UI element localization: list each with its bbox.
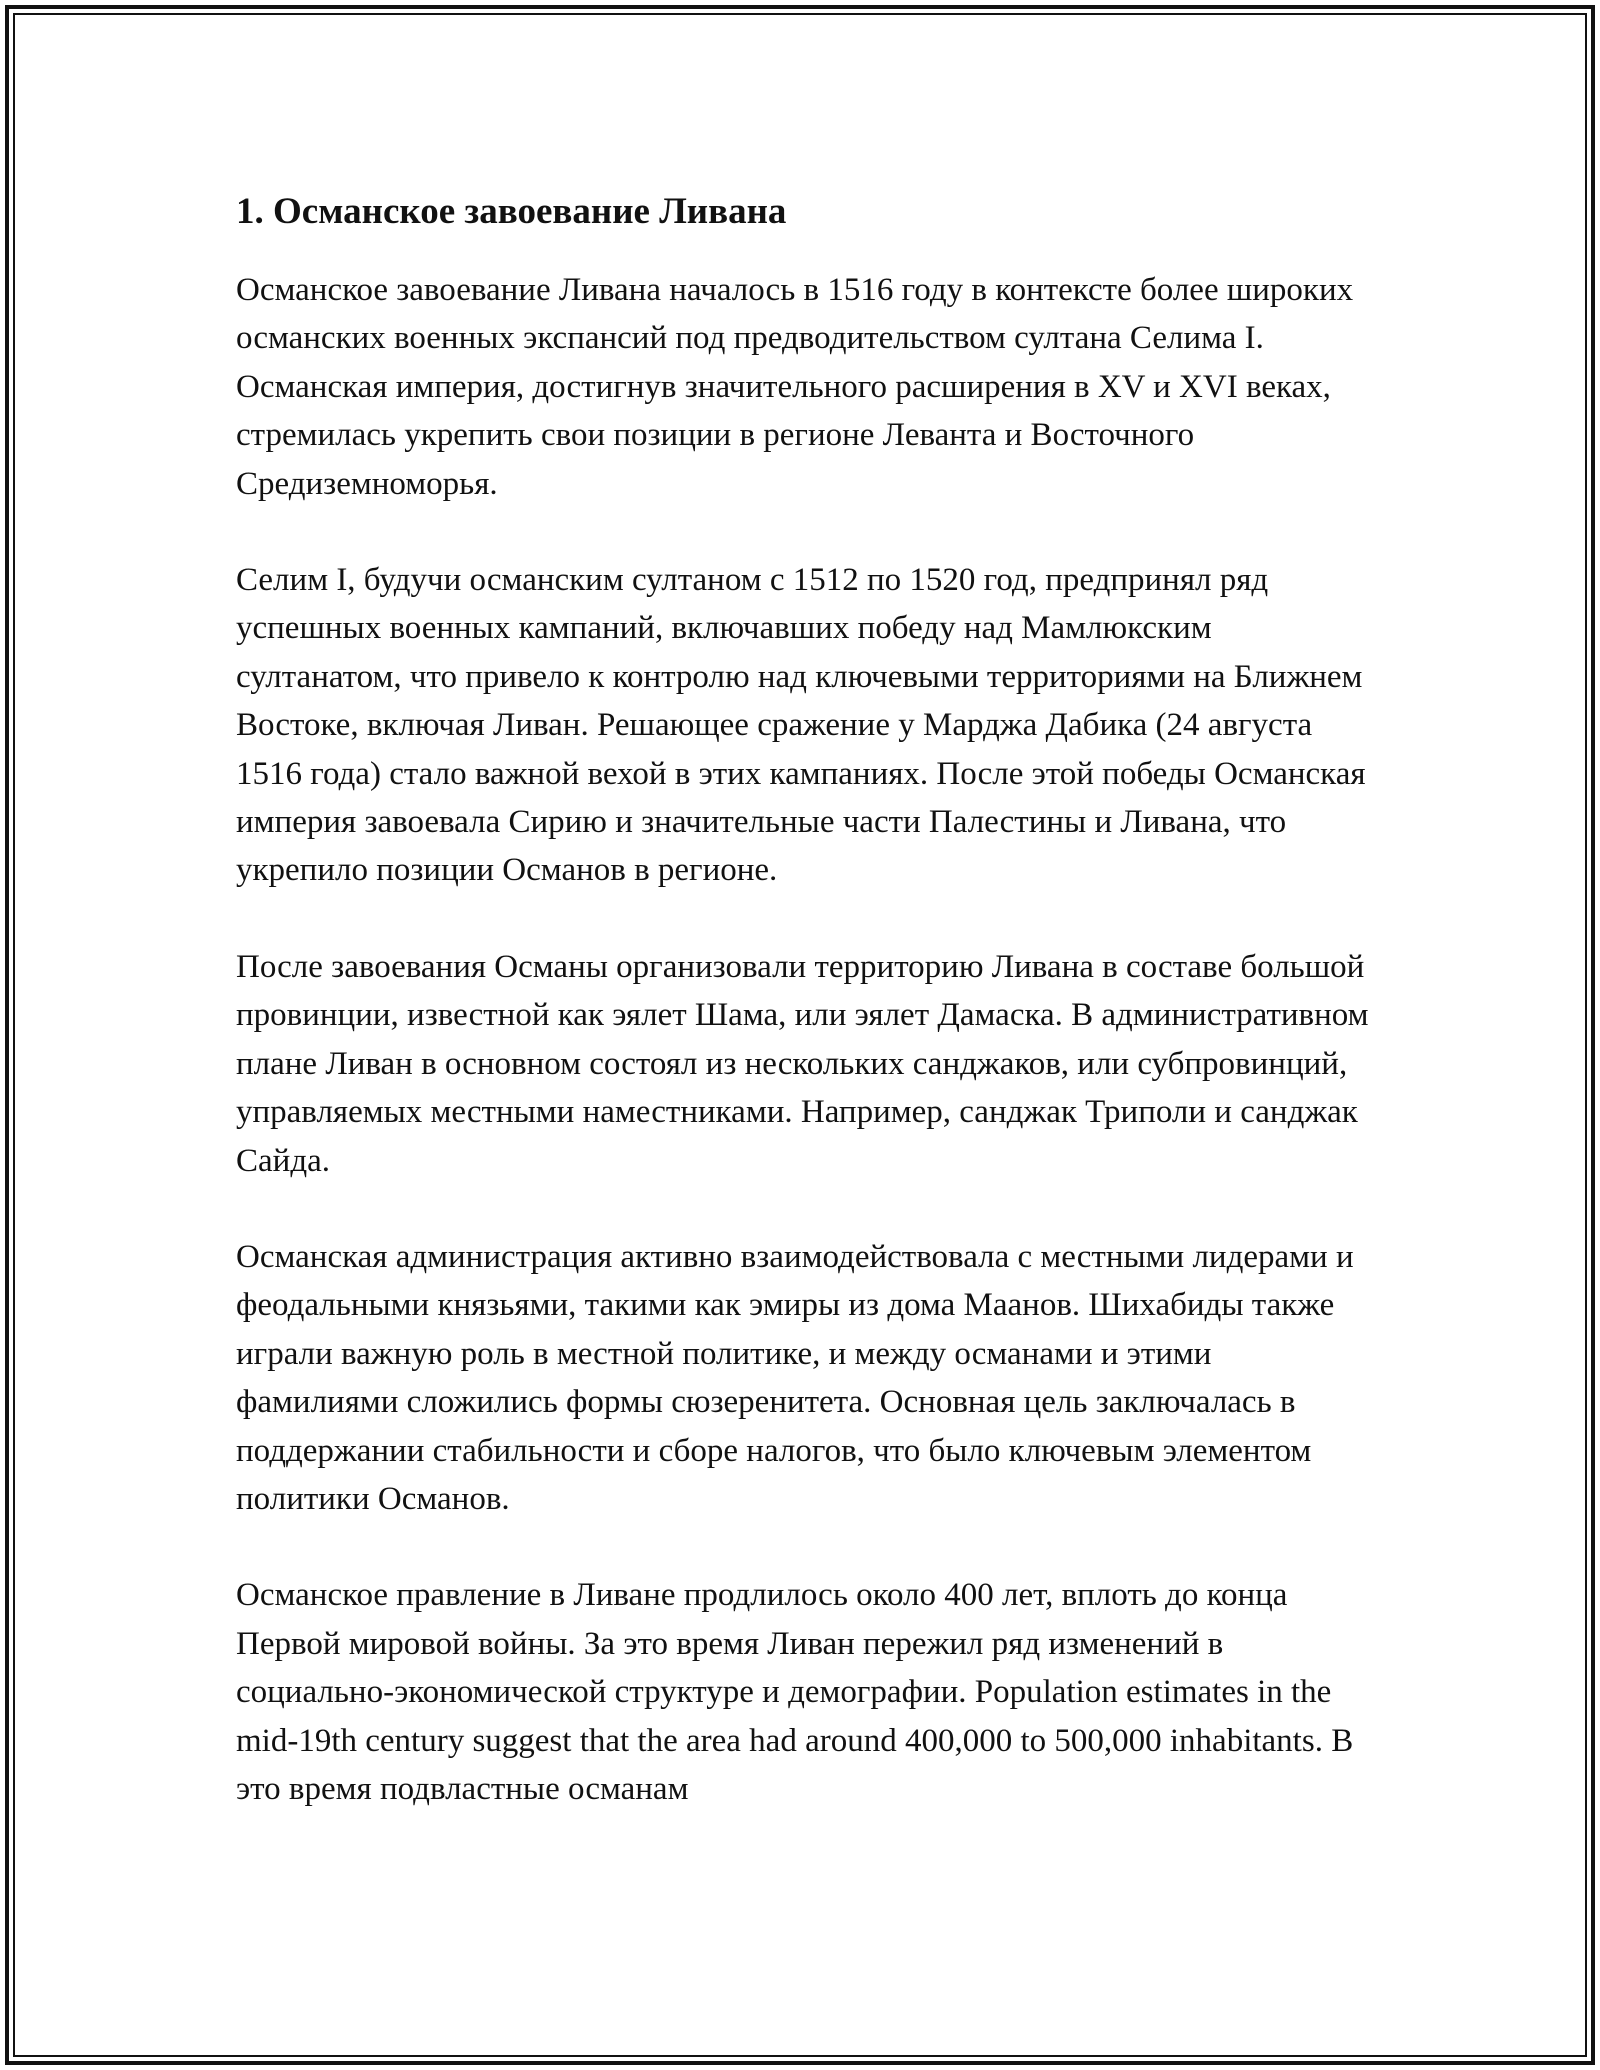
section-heading: 1. Османское завоевание Ливана [236, 191, 787, 232]
document-body [236, 186, 1376, 1861]
paragraph-3: После завоевания Османы организовали территорию Ливана в составе большой провинции, известной как эялет Шама, или эялет Дамаска. В административном плане Ливан в основном состоял из нескольких санджаков, или субпровинций, управляемых местными наместниками. Например, санджак Триполи и санджак Сайда. [236, 948, 1369, 1179]
paragraph-5: Османское правление в Ливане продлилось около 400 лет, вплоть до конца Первой мировой войны. За это время Ливан пережил ряд изменений в социально-экономической структуре и демографии. Population estimates in the mid-19th century suggest that the area had around 400,000 to 500,000 inhabitants. В это время подвластные османам [236, 1577, 1354, 1807]
paragraph-2: Селим I, будучи османским султаном с 1512 по 1520 год, предпринял ряд успешных военных кампаний, включавших победу над Мамлюкским султанатом, что привело к контролю над ключевыми территориями на Ближнем Востоке, включая Ливан. Решающее сражение у Марджа Дабика (24 августа 1516 года) стало важной вехой в этих кампаниях. После этой победы Османская империя завоевала Сирию и значительные части Палестины и Ливана, что укрепило позиции Османов в регионе. [236, 562, 1366, 889]
paragraph-1: Османское завоевание Ливана началось в 1516 году в контексте более широких османских военных экспансий под предводительством султана Селима I. Османская империя, достигнув значительного расширения в XV и XVI веках, стремилась укрепить свои позиции в регионе Леванта и Восточного Средиземноморья. [236, 272, 1354, 502]
paragraph-4: Османская администрация активно взаимодействовала с местными лидерами и феодальными князьями, такими как эмиры из дома Маанов. Шихабиды также играли важную роль в местной политике, и между османами и этими фамилиями сложились формы сюзеренитета. Основная цель заключалась в поддержании стабильности и сборе налогов, что было ключевым элементом политики Османов. [236, 1238, 1354, 1517]
